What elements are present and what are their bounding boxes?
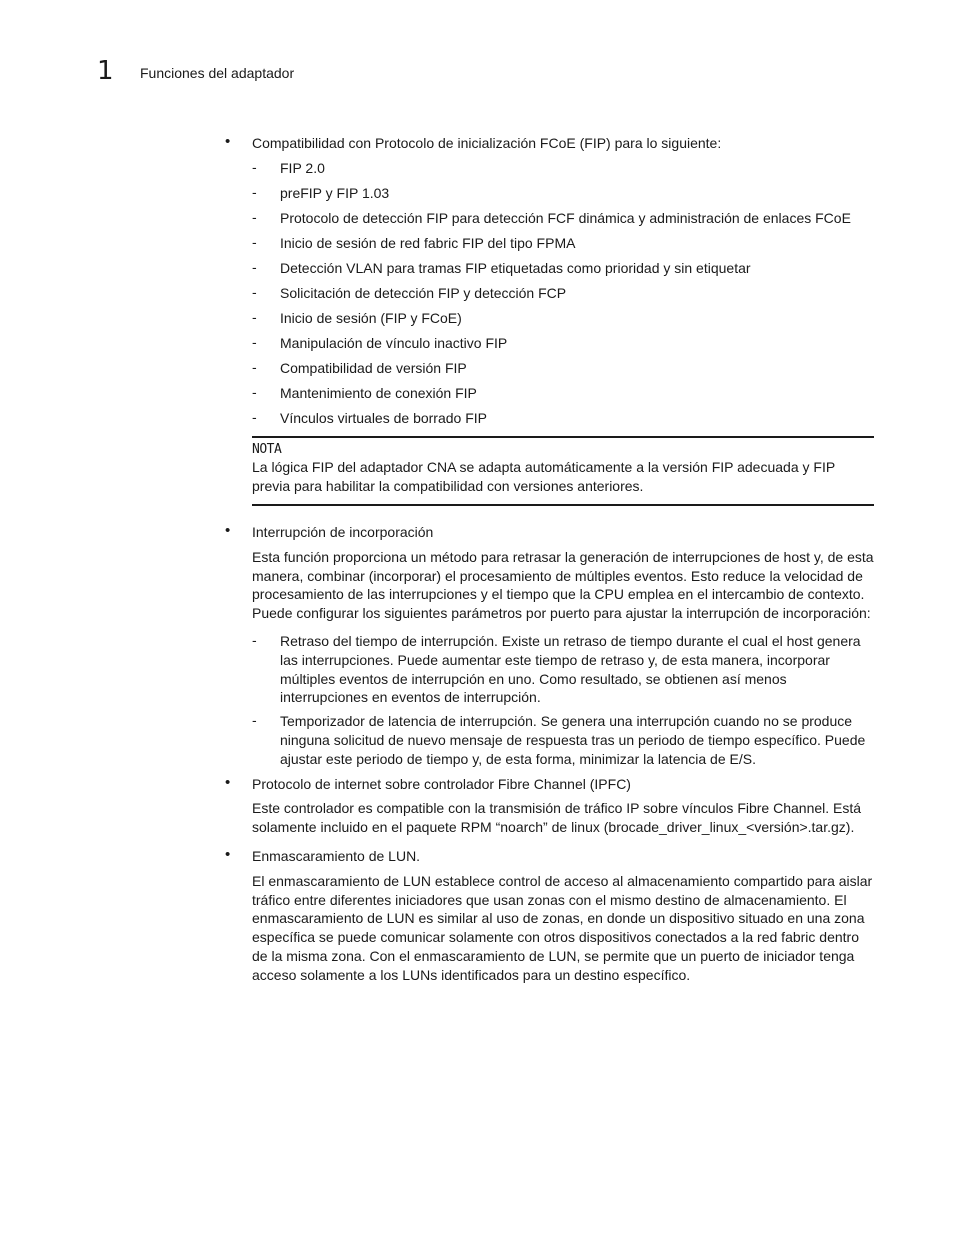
bullet-icon: •	[225, 522, 231, 540]
note-label: NOTA	[252, 442, 282, 458]
dash-icon: -	[252, 158, 257, 175]
fip-list	[252, 159, 874, 428]
note-box	[252, 436, 874, 506]
dash-icon: -	[252, 358, 257, 375]
lun-description: El enmascaramiento de LUN establece control de acceso al almacenamiento compartido para aislar tráfico entre diferentes iniciadores que usan zonas con el mismo destino de almacenamiento. El enmascaramiento de LUN es similar al uso de zonas, en donde un dispositivo situado en una zona específica se puede comunicar solamente con otros dispositivos conectados a la red fabric dentro de la misma zona. Con el enmascaramiento de LUN, se permite que un puerto de iniciador tenga acceso solamente a los LUNs identificados para un destino específico.	[252, 872, 873, 983]
dash-icon: -	[252, 632, 257, 649]
dash-icon: -	[252, 258, 257, 275]
bullet-ipfc	[224, 775, 874, 837]
dash-icon: -	[252, 383, 257, 400]
dash-icon: -	[252, 408, 257, 425]
list-item: - Vínculos virtuales de borrado FIP	[252, 408, 487, 426]
chapter-number: 1	[97, 56, 114, 86]
ipfc-description: Este controlador es compatible con la transmisión de tráfico IP sobre vínculos Fibre Channel. Está solamente incluido en el paquete RPM “noarch” de linux (brocade_driver_linux_<versión>.tar.gz).	[252, 800, 862, 836]
bullet-fip	[224, 134, 874, 506]
interrupt-title: Interrupción de incorporación	[252, 524, 434, 541]
fip-title: Compatibilidad con Protocolo de inicialización FCoE (FIP) para lo siguiente:	[252, 135, 722, 151]
lun-title: Enmascaramiento de LUN.	[252, 847, 421, 864]
list-item: - Protocolo de detección FIP para detección FCF dinámica y administración de enlaces FCoE	[252, 208, 851, 226]
page-content	[224, 134, 874, 985]
interrupt-list	[252, 632, 874, 769]
bullet-lun	[224, 847, 874, 985]
dash-icon: -	[252, 183, 257, 200]
bullet-icon: •	[225, 845, 231, 863]
dash-icon: -	[252, 333, 257, 350]
dash-icon: -	[252, 233, 257, 250]
list-item: - preFIP y FIP 1.03	[252, 183, 390, 201]
ipfc-title: Protocolo de internet sobre controlador Fibre Channel (IPFC)	[252, 775, 631, 792]
list-item: - Mantenimiento de conexión FIP	[252, 383, 477, 401]
list-item: - Temporizador de latencia de interrupción. Se genera una interrupción cuando no se produce ninguna solicitud de nuevo mensaje de respuesta tras un periodo de tiempo específico. Puede ajustar este periodo de tiempo y, de esta forma, minimizar la latencia de E/S.	[252, 712, 866, 767]
list-item: - Inicio de sesión (FIP y FCoE)	[252, 308, 462, 326]
list-item: - Detección VLAN para tramas FIP etiquetadas como prioridad y sin etiquetar	[252, 258, 751, 276]
dash-icon: -	[252, 283, 257, 300]
bullet-icon: •	[225, 133, 231, 150]
bullet-icon: •	[225, 773, 231, 791]
dash-icon: -	[252, 712, 257, 729]
interrupt-description: Esta función proporciona un método para retrasar la generación de interrupciones de host y, de esta manera, combinar (incorporar) el procesamiento de múltiples eventos. Esto reduce la velocidad de procesamiento de las interrupciones y el tiempo que la CPU emplea en el intercambio de contexto. Puede configurar los siguientes parámetros por puerto para ajustar la interrupción de incorporación:	[252, 548, 874, 622]
note-text: La lógica FIP del adaptador CNA se adapta automáticamente a la versión FIP adecuada y FIP previa para habilitar la compatibilidad con versiones anteriores.	[252, 459, 835, 495]
list-item: - FIP 2.0	[252, 158, 325, 176]
list-item: - Compatibilidad de versión FIP	[252, 358, 467, 376]
list-item: - Inicio de sesión de red fabric FIP del tipo FPMA	[252, 233, 576, 251]
chapter-title: Funciones del adaptador	[140, 65, 295, 81]
list-item: - Manipulación de vínculo inactivo FIP	[252, 333, 508, 351]
list-item: - Retraso del tiempo de interrupción. Existe un retraso de tiempo durante el cual el host genera las interrupciones. Puede aumentar este tiempo de retraso y, de esta manera, incorporar múltiples eventos de interrupción en uno. Como resultado, se obtienen así menos interrupciones en eventos de interrupción.	[252, 632, 861, 706]
dash-icon: -	[252, 208, 257, 225]
bullet-interrupt	[224, 523, 874, 769]
list-item: - Solicitación de detección FIP y detección FCP	[252, 283, 567, 301]
dash-icon: -	[252, 308, 257, 325]
